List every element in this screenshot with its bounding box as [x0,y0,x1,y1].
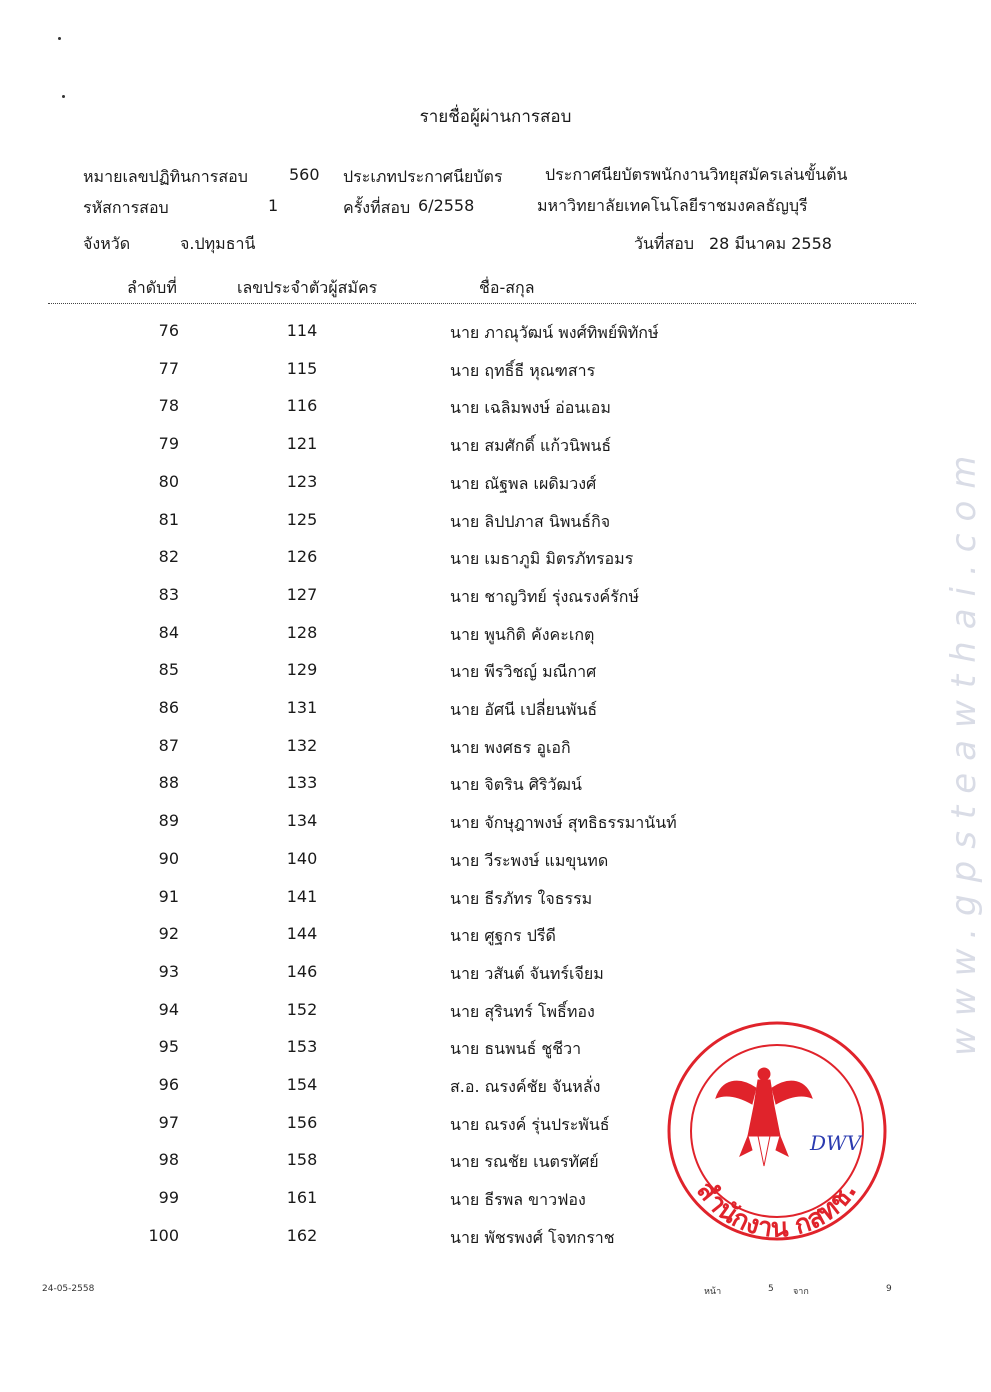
row-number: 96 [158,1075,179,1094]
table-row [0,660,991,698]
scan-speck [62,95,65,98]
row-number: 97 [158,1112,179,1132]
applicant-name: นาย วีระพงษ์ แมขุนทด [450,850,609,870]
applicant-name: นาย พงศธร อูเอกิ [450,737,571,757]
applicant-id: 140 [286,848,318,868]
row-number: 93 [158,961,179,981]
stamp-signature: DWV [810,1131,862,1155]
applicant-id: 162 [286,1225,318,1245]
row-number: 90 [158,848,179,868]
row-number: 94 [158,999,179,1019]
row-number: 88 [158,773,179,793]
row-number: 79 [158,434,179,454]
applicant-id: 146 [286,961,318,981]
row-number: 83 [158,584,179,604]
applicant-id: 141 [286,886,318,906]
province-label: จังหวัด [83,234,131,253]
applicant-id: 115 [286,358,318,378]
table-row [0,359,991,397]
table-row [0,510,991,548]
row-number: 98 [158,1150,179,1170]
applicant-id: 128 [286,622,318,642]
table-row [0,773,991,811]
applicant-id: 144 [286,924,318,944]
applicant-id: 114 [286,321,318,340]
applicant-id: 127 [286,584,318,604]
footer-page-label: หน้า [704,1287,722,1297]
applicant-id: 153 [286,1037,318,1057]
row-number: 95 [158,1037,179,1057]
applicant-id: 133 [286,773,318,793]
applicant-name: นาย จักษุฎาพงษ์ สุทธิธรรมานันท์ [450,813,677,833]
applicant-name: นาย จิตริน ศิริวัฒน์ [450,775,582,795]
table-row [0,924,991,962]
column-header-no: ลำดับที่ [127,278,177,297]
applicant-name: นาย รณชัย เนตรทัศย์ [450,1152,599,1172]
row-number: 87 [158,735,179,755]
applicant-name: นาย สุรินทร์ โพธิ์ทอง [450,1001,595,1021]
garuda-emblem [716,1068,812,1166]
table-row [0,434,991,472]
row-number: 84 [158,622,179,642]
province-value: จ.ปทุมธานี [180,234,256,253]
applicant-name: นาย ณรงค์ รุ่นประพันธ์ [450,1114,610,1134]
row-number: 91 [158,886,179,906]
row-number: 76 [158,321,179,340]
applicant-name: นาย สมศักดิ์ แก้วนิพนธ์ [450,436,612,456]
table-row [0,698,991,736]
row-number: 80 [158,471,179,491]
applicant-name: นาย วสันต์ จันทร์เจียม [450,963,604,983]
exam-round-label: ครั้งที่สอบ [343,198,411,217]
applicant-id: 134 [286,811,318,831]
table-row [0,472,991,510]
footer-page-total: 9 [886,1284,892,1294]
applicant-name: ส.อ. ณรงค์ชัย จันหลั่ง [450,1077,601,1096]
applicant-id: 158 [286,1150,318,1170]
row-number: 100 [148,1225,179,1245]
footer-of-label: จาก [793,1287,809,1297]
exam-date-label: วันที่สอบ [634,234,694,253]
applicant-id: 123 [286,471,318,491]
applicant-id: 152 [286,999,318,1019]
applicant-name: นาย ฤทธิ์ธี หุณฑสาร [450,360,596,380]
applicant-name: นาย เมธาภูมิ มิตรภัทรอมร [450,549,634,569]
applicant-id: 156 [286,1112,318,1132]
applicant-name: นาย พัชรพงศ์ โจทกราช [450,1227,615,1247]
table-row [0,887,991,925]
applicant-name: นาย พีรวิชญ์ มณีกาศ [450,662,597,682]
applicant-id: 131 [286,698,318,717]
svg-text:สำนักงาน กสทช. [690,1176,863,1244]
applicant-name: นาย ธีรภัทร ใจธรรม [450,888,593,908]
row-number: 77 [158,358,179,378]
applicant-name: นาย ชาญวิทย์ รุ่งณรงค์รักษ์ [450,586,640,606]
applicant-name: นาย พูนกิติ คังคะเกตุ [450,624,595,644]
applicant-id: 116 [286,396,318,416]
cert-type-label: ประเภทประกาศนียบัตร [343,167,503,186]
table-row [0,623,991,661]
applicant-id: 161 [286,1188,318,1208]
exam-calendar-value: 560 [289,165,320,184]
row-number: 86 [158,698,179,717]
row-number: 99 [158,1188,179,1208]
venue: มหาวิทยาลัยเทคโนโลยีราชมงคลธัญบุรี [537,196,808,215]
footer-date: 24-05-2558 [42,1284,95,1294]
row-number: 85 [158,660,179,680]
table-row [0,396,991,434]
row-number: 78 [158,396,179,416]
applicant-id: 126 [286,547,318,567]
applicant-name: นาย ลิปปภาส นิพนธ์กิจ [450,511,611,531]
footer-page-current: 5 [768,1284,774,1294]
header-divider [48,303,916,304]
scan-speck [58,37,61,40]
exam-code-label: รหัสการสอบ [83,198,169,217]
table-row [0,849,991,887]
applicant-id: 154 [286,1075,318,1094]
applicant-name: นาย ธีรพล ขาวฟอง [450,1190,586,1210]
applicant-name: นาย เฉลิมพงษ์ อ่อนเอม [450,398,611,418]
page-title: รายชื่อผู้ผ่านการสอบ [419,107,572,127]
applicant-name: นาย ภาณุวัฒน์ พงศ์ทิพย์พิทักษ์ [450,323,659,342]
table-row [0,585,991,623]
column-header-applicant-id: เลขประจำตัวผู้สมัคร [237,278,378,297]
applicant-id: 125 [286,509,318,529]
row-number: 92 [158,924,179,944]
exam-round-value: 6/2558 [418,196,475,215]
table-row [0,321,991,359]
exam-date-value: 28 มีนาคม 2558 [709,234,832,253]
row-number: 89 [158,811,179,831]
table-row [0,736,991,774]
official-stamp [660,1018,892,1248]
row-number: 81 [158,509,179,529]
stamp-text: สำนักงาน กสทช. [690,1175,864,1244]
applicant-id: 132 [286,735,318,755]
exam-calendar-label: หมายเลขปฏิทินการสอบ [83,167,248,186]
applicant-name: นาย ณัฐพล เผดิมวงศ์ [450,473,597,493]
applicant-name: นาย ศูฐกร ปรีดี [450,926,556,946]
applicant-name: นาย อัศนี เปลี่ยนพันธ์ [450,700,598,719]
site-watermark: www.gpsteawthai.com [944,443,984,1057]
cert-type-value: ประกาศนียบัตรพนักงานวิทยุสมัครเล่นขั้นต้น [545,165,848,184]
table-row [0,811,991,849]
applicant-id: 129 [286,660,318,680]
applicant-name: นาย ธนพนธ์ ชูชีวา [450,1039,582,1059]
exam-code-value: 1 [268,196,279,215]
column-header-name: ชื่อ-สกุล [479,278,535,297]
applicant-id: 121 [286,434,318,454]
table-row [0,547,991,585]
row-number: 82 [158,547,179,567]
table-row [0,962,991,1000]
